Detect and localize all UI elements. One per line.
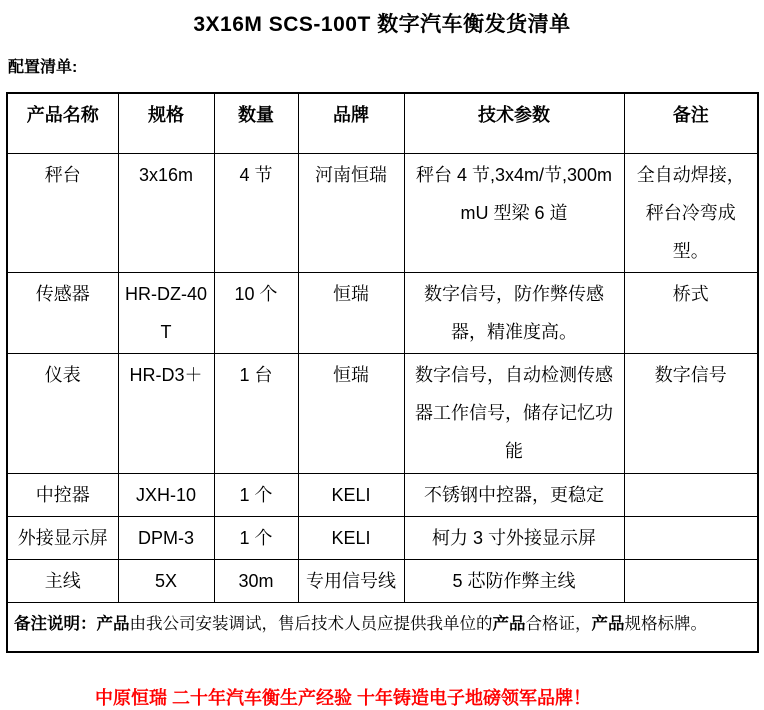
cell-qty: 30m [214,559,298,602]
cell-note [624,516,758,559]
cell-qty: 1 个 [214,516,298,559]
cell-note: 桥式 [624,272,758,353]
cell-brand: KELI [298,516,404,559]
cell-spec: HR-D3＋ [118,353,214,473]
cell-product-name: 仪表 [7,353,118,473]
cell-qty: 4 节 [214,153,298,272]
document-page [0,11,764,708]
cell-note [624,559,758,602]
cell-note: 全自动焊接，秤台冷弯成型。 [624,153,758,272]
cell-note: 数字信号 [624,353,758,473]
remark-cell [7,602,758,652]
cell-brand: 河南恒瑞 [298,153,404,272]
remark-label: 备注说明： [14,614,97,633]
cell-brand: 恒瑞 [298,272,404,353]
cell-spec: 3x16m [118,153,214,272]
header-spec: 规格 [118,93,214,153]
cell-spec: DPM-3 [118,516,214,559]
header-params: 技术参数 [404,93,624,153]
header-note: 备注 [624,93,758,153]
table-row [7,272,758,353]
cell-params: 数字信号，自动检测传感器工作信号，储存记忆功能 [404,353,624,473]
remark-segment: 规格标牌。 [624,614,707,633]
cell-product-name: 中控器 [7,473,118,516]
cell-spec: HR-DZ-40T [118,272,214,353]
remark-segment: 产品 [591,614,625,633]
table-header-row [7,93,758,153]
table-row [7,516,758,559]
cell-qty: 1 台 [214,353,298,473]
cell-spec: 5X [118,559,214,602]
remark-segment: 由我公司安装调试，售后技术人员应提供我单位的 [129,614,493,633]
table-row [7,353,758,473]
cell-params: 不锈钢中控器，更稳定 [404,473,624,516]
cell-params: 数字信号，防作弊传感器，精准度高。 [404,272,624,353]
cell-qty: 1 个 [214,473,298,516]
section-label: 配置清单: [8,59,78,76]
cell-product-name: 主线 [7,559,118,602]
remark-segment: 合格证， [525,614,592,633]
cell-product-name: 传感器 [7,272,118,353]
cell-product-name: 外接显示屏 [7,516,118,559]
table-row [7,153,758,272]
remark-row [7,602,758,652]
cell-params: 秤台 4 节,3x4m/节,300mmU 型梁 6 道 [404,153,624,272]
cell-brand: 恒瑞 [298,353,404,473]
header-product-name: 产品名称 [7,93,118,153]
page-title: 3X16M SCS-100T 数字汽车衡发货清单 [193,13,571,36]
table-row [7,559,758,602]
cell-product-name: 秤台 [7,153,118,272]
cell-brand: KELI [298,473,404,516]
header-qty: 数量 [214,93,298,153]
cell-params: 柯力 3 寸外接显示屏 [404,516,624,559]
cell-spec: JXH-10 [118,473,214,516]
cell-params: 5 芯防作弊主线 [404,559,624,602]
cell-note [624,473,758,516]
cell-brand: 专用信号线 [298,559,404,602]
cell-qty: 10 个 [214,272,298,353]
table-row [7,473,758,516]
remark-segment: 产品 [96,614,130,633]
configuration-table [6,92,759,653]
footer-slogan: 中原恒瑞 二十年汽车衡生产经验 十年铸造电子地磅领军品牌！ [95,688,591,708]
header-brand: 品牌 [298,93,404,153]
remark-segment: 产品 [492,614,526,633]
